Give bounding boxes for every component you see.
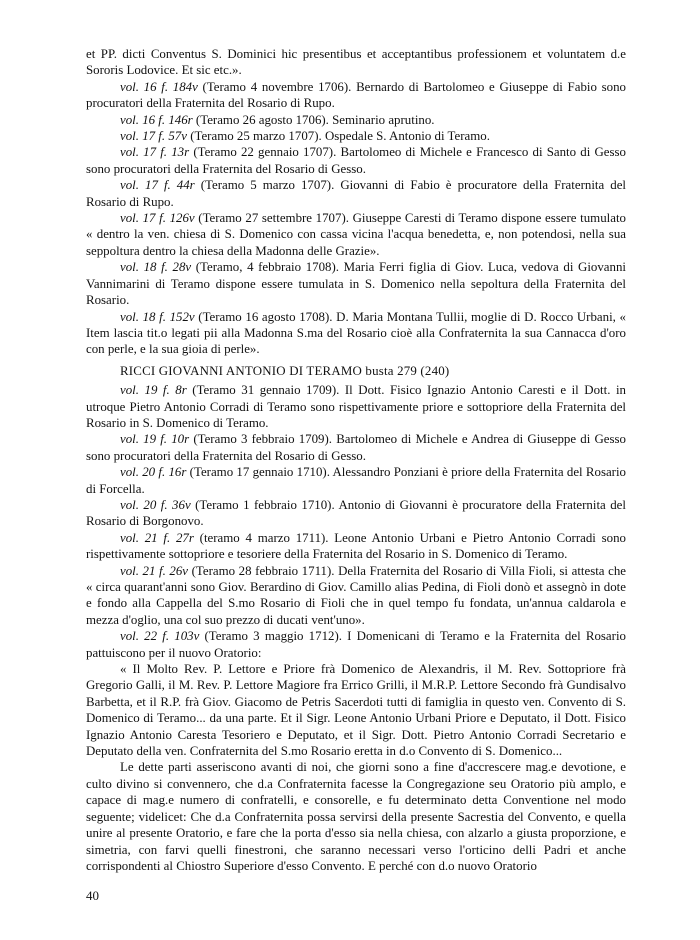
entry-text: (Teramo 26 agosto 1706). Seminario aprutino.: [195, 112, 435, 127]
volume-reference: vol. 19 f. 10r: [120, 432, 190, 447]
entry-text: (Teramo 31 gennaio 1709). Il Dott. Fisico Ignazio Antonio Caresti e il Dott. in utroque Pietro Antonio Corradi di Teramo sono rispettivamente priore e sottopriore della Fraternita del Rosario in S. Domenico di Teramo.: [86, 383, 626, 430]
entry-text: (Teramo 3 maggio 1712). I Domenicani di Teramo e la Fraternita del Rosario pattuiscono per il nuovo Oratorio:: [86, 629, 626, 660]
intro-paragraph: et PP. dicti Conventus S. Dominici hic presentibus et acceptantibus professionem et voluntatem d.e Sororis Lodovice. Et sic etc.».: [86, 47, 626, 78]
volume-reference: vol. 17 f. 126v: [120, 211, 195, 226]
entry-text: (teramo 4 marzo 1711). Leone Antonio Urbani e Pietro Antonio Corradi sono rispettivamente sottopriore e tesoriere della Fraternita del Rosario in S. Domenico di Teramo.: [86, 530, 626, 562]
entry-paragraph: [86, 210, 626, 259]
entry-text: (Teramo 28 febbraio 1711). Della Fraternita del Rosario di Villa Fioli, si attesta che « circa quarant'anni sono Giov. Berardino di Giov. Camillo alias Pedina, di Fioli donò et assegnò in dote e fondo alla Cappella del S.mo Rosario di Fioli che in quel tempo fu fondata, un'annua caldarola e mezza d'oglio, una col suo prezzo di ducati vent'uno».: [86, 563, 626, 627]
entry-paragraph: [86, 128, 626, 144]
entry-paragraph: [86, 563, 626, 629]
volume-reference: vol. 18 f. 152v: [120, 309, 195, 324]
volume-reference: vol. 16 f. 184v: [120, 79, 198, 94]
body-text: [86, 46, 626, 874]
entry-text: (Teramo 5 marzo 1707). Giovanni di Fabio è procuratore della Fraternita del Rosario di Rupo.: [86, 178, 626, 209]
volume-reference: vol. 17 f. 57v: [120, 129, 187, 144]
entry-text: (Teramo 22 gennaio 1707). Bartolomeo di Michele e Francesco di Santo di Gesso sono procuratori della Fraternita del Rosario di Gesso.: [86, 145, 626, 176]
entry-paragraph: [86, 79, 626, 112]
entry-paragraph: [86, 309, 626, 358]
entry-text: (Teramo 17 gennaio 1710). Alessandro Ponziani è priore della Fraternita del Rosario di Forcella.: [86, 465, 626, 496]
entry-paragraph: [86, 382, 626, 431]
volume-reference: vol. 21 f. 26v: [120, 563, 189, 578]
entry-paragraph: [86, 530, 626, 563]
entry-text: (Teramo 16 agosto 1708). D. Maria Montana Tullii, moglie di D. Rocco Urbani, « Item lascia tit.o legati pii alla Madonna S.ma del Rosario cioè alla Confraternita la sua Cannacca d'oro con perle, e la sua gioia di perle».: [86, 309, 626, 357]
entry-paragraph: [86, 144, 626, 177]
volume-reference: vol. 16 f. 146r: [120, 112, 193, 127]
section-heading: RICCI GIOVANNI ANTONIO DI TERAMO busta 279 (240): [120, 363, 450, 378]
volume-reference: vol. 18 f. 28v: [120, 260, 192, 275]
entry-paragraph: [86, 628, 626, 661]
volume-reference: vol. 19 f. 8r: [120, 383, 187, 398]
entry-text: (Teramo 3 febbraio 1709). Bartolomeo di Michele e Andrea di Giuseppe di Gesso sono procuratori della Fraternita del Rosario di Gesso.: [86, 432, 626, 463]
entry-paragraph: [86, 112, 626, 128]
entry-paragraph: [86, 431, 626, 464]
entry-paragraph: [86, 464, 626, 497]
quotation-paragraph: « Il Molto Rev. P. Lettore e Priore frà Domenico de Alexandris, il M. Rev. Sottopriore frà Gregorio Galli, il M. Rev. P. Lettore Magiore fra Errico Grilli, il M.R.P. Lettore Secondo frà Gundisalvo Barbetta, et il R.P. frà Giov. Giacomo de Petris Sacerdoti tutti di famiglia in questo ven. Convento di S. Domenico di Teramo... da una parte. Et il Sigr. Leone Antonio Urbani Priore e Deputato, il Dott. Fisico Ignazio Antonio Caresta Tesoriero e Deputato, et il Sigr. Dott. Pietro Antonio Corradi Secretario e Deputato della ven. Confraternita del S.mo Rosario eretta in d.o Convento di S. Domenico...: [86, 662, 626, 759]
entry-paragraph: [86, 177, 626, 210]
page-number: 40: [86, 888, 99, 903]
volume-reference: vol. 20 f. 36v: [120, 497, 191, 512]
entry-text: (Teramo 1 febbraio 1710). Antonio di Giovanni è procuratore della Fraternita del Rosario di Borgonovo.: [86, 497, 626, 529]
volume-reference: vol. 21 f. 27r: [120, 530, 194, 545]
entry-paragraph: [86, 497, 626, 530]
volume-reference: vol. 22 f. 103v: [120, 629, 200, 644]
entry-text: (Teramo 27 settembre 1707). Giuseppe Caresti di Teramo dispone essere tumulato « dentro la ven. chiesa di S. Domenico con cassa vicina l'acqua benedetta, e, non potendosi, nella sua seppoltura dentro la chiesa della Madonna delle Grazie».: [86, 211, 626, 258]
entry-text: (Teramo 4 novembre 1706). Bernardo di Bartolomeo e Giuseppe di Fabio sono procuratori della Fraternita del Rosario di Rupo.: [86, 79, 626, 111]
entry-text: (Teramo, 4 febbraio 1708). Maria Ferri figlia di Giov. Luca, vedova di Giovanni Vannimarini di Teramo dispone essere tumulata in S. Domenico nella sepoltura della Fraternita del Rosario.: [86, 260, 626, 308]
entry-paragraph: [86, 259, 626, 308]
entry-text: (Teramo 25 marzo 1707). Ospedale S. Antonio di Teramo.: [190, 129, 490, 144]
quotation-paragraph: Le dette parti asseriscono avanti di noi, che giorni sono a fine d'accrescere mag.e devotione, e culto divino si convennero, che d.a Confraternita facesse la Congregazione seu Oratorio più amplo, e capace di mag.e numero di confratelli, e consorelle, e fu determinato detta Conventione nel modo seguente; videlicet: Che d.a Confraternita possa servirsi della presente Sacrestia del Convento, e quella unire al presente Oratorio, e fare che la porta d'esso sia nella chiesa, con alzarlo a giusta proporzione, e simetria, con farvi quelli finestroni, che saranno necessari verso l'orticino delli Padri et anche corrispondenti al Chiostro Superiore d'esso Convento. E perché con d.o nuovo Oratorio: [86, 760, 626, 873]
volume-reference: vol. 17 f. 44r: [120, 178, 195, 193]
volume-reference: vol. 17 f. 13r: [120, 145, 190, 160]
volume-reference: vol. 20 f. 16r: [120, 465, 187, 480]
